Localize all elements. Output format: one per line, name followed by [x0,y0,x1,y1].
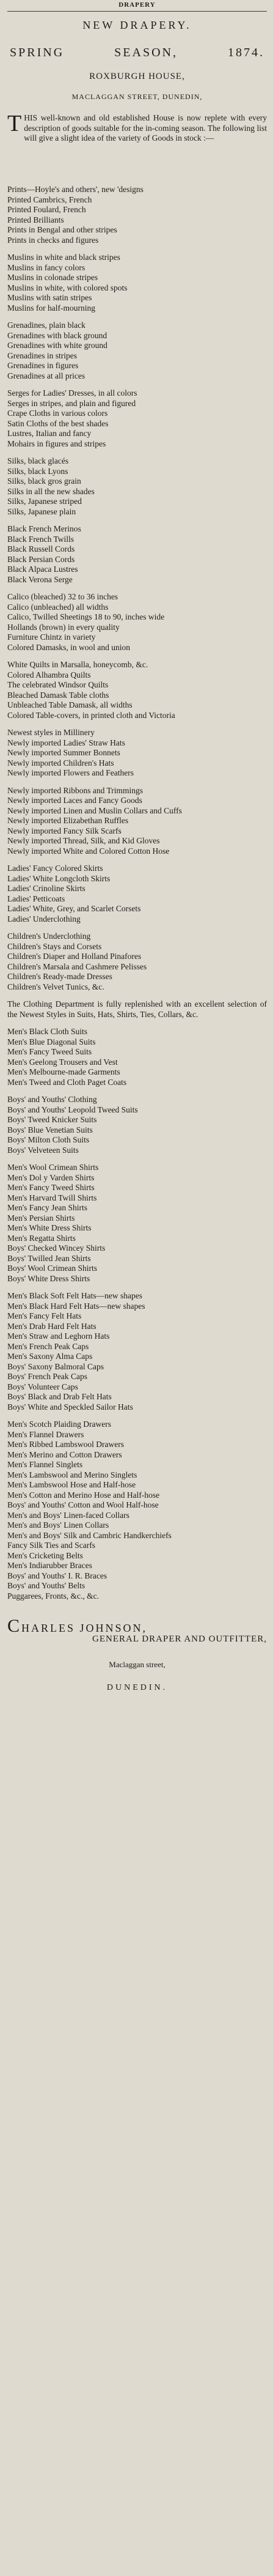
goods-item: Unbleached Table Damask, all widths [7,700,133,709]
goods-item: Mohairs in figures and stripes [7,439,106,448]
goods-item: Serges in stripes, and plain and figured [7,398,136,408]
goods-item: Men's and Boys' Silk and Cambric Handkerchiefs [7,1530,172,1540]
goods-item: Colored Alhambra Quilts [7,670,91,679]
goods-item: Boys' and Youths' Leopold Tweed Suits [7,1105,138,1114]
goods-item: Prints in checks and figures [7,235,99,245]
goods-item: Men's and Boys' Linen Collars [7,1520,109,1530]
goods-item: Boys' Volunteer Caps [7,1382,78,1391]
goods-item: Ladies' Crinoline Skirts [7,884,86,893]
goods-item: Newly imported Ladies' Straw Hats [7,738,125,747]
goods-item: Black French Twills [7,534,75,544]
goods-item: Children's Stays and Corsets [7,941,102,951]
goods-item: Ladies' Underclothing [7,914,81,923]
goods-item: Newly imported Children's Hats [7,758,114,768]
goods-item: Men's French Peak Caps [7,1341,89,1351]
goods-group [7,786,267,857]
goods-item: Ladies' White, Grey, and Scarlet Corsets [7,904,141,913]
goods-item: Ladies' Petticoats [7,894,65,903]
goods-item: Calico (bleached) 32 to 36 inches [7,592,118,601]
goods-item: Calico, Twilled Sheetings 18 to 90, inches wide [7,612,165,621]
goods-item: Newly imported Thread, Silk, and Kid Gloves [7,836,160,845]
goods-item: Men's Fancy Jean Shirts [7,1203,88,1212]
goods-group [7,864,267,924]
goods-item: Silks, black Lyons [7,466,68,476]
goods-item: Children's Velvet Tunics, &c. [7,982,104,991]
season-word-2: SEASON, [114,46,178,59]
goods-item: Boys' and Youths' Belts [7,1581,86,1590]
goods-item: Ladies' White Longcloth Skirts [7,873,111,883]
goods-item: Men's Black Hard Felt Hats—new shapes [7,1301,145,1311]
goods-item: The celebrated Windsor Quilts [7,680,109,689]
goods-item: Newly imported White and Colored Cotton Hose [7,846,170,856]
proprietor-street: Maclaggan street, [109,1660,166,1669]
drop-cap: T [7,113,22,136]
goods-item: Satin Cloths of the best shades [7,418,109,428]
goods-item: Men's Cotton and Merino Hose and Half-hose [7,1490,160,1500]
shop-street: MACLAGGAN STREET, DUNEDIN, [71,92,203,101]
goods-item: Men's Dol y Varden Shirts [7,1172,95,1182]
goods-item: Muslins in fancy colors [7,262,86,272]
goods-item: Children's Diaper and Holland Pinafores [7,952,142,961]
intro-paragraph [7,113,267,177]
goods-item: Boys' and Youths' I. R. Braces [7,1571,107,1580]
goods-item: Silks, black gros grain [7,476,81,486]
goods-item: Boys' Tweed Knicker Suits [7,1115,97,1124]
goods-item: Men's Lambswool Hose and Half-hose [7,1480,136,1489]
goods-group [7,1291,267,1412]
goods-item: Prints—Hoyle's and others', new 'designs [7,185,144,194]
goods-item: Children's Underclothing [7,931,91,941]
goods-item: Boys' Saxony Balmoral Caps [7,1361,104,1371]
goods-item: Boys' Checked Wincey Shirts [7,1243,106,1253]
goods-item: Furniture Chintz in variety [7,632,96,642]
goods-group [7,524,267,585]
goods-item: Boys' Twilled Jean Shirts [7,1253,91,1263]
goods-item: Men's Tweed and Cloth Paget Coats [7,1077,127,1087]
goods-item: Grenadines at all prices [7,371,86,380]
goods-item: Men's Drab Hard Felt Hats [7,1321,96,1331]
goods-item: Grenadines, plain black [7,320,86,330]
goods-item: Men's Lambswool and Merino Singlets [7,1470,137,1479]
goods-item: Printed Brilliants [7,215,64,224]
goods-item: Men's Blue Diagonal Suits [7,1037,96,1046]
goods-item: Men's Black Cloth Suits [7,1027,88,1036]
goods-item: Grenadines with black ground [7,330,107,340]
goods-item: Colored Table-covers, in printed cloth and Victoria [7,710,175,720]
goods-group [7,185,267,245]
goods-item: Muslins in white, with colored spots [7,283,128,292]
goods-item: Black French Merinos [7,524,81,533]
goods-item: Lustres, Italian and fancy [7,429,92,438]
goods-item: Muslins for half-mourning [7,303,95,313]
goods-item: Silks, Japanese plain [7,506,76,516]
goods-item: Bleached Damask Table cloths [7,690,109,700]
proprietor-surname: HARLES JOHNSON, [21,1622,148,1634]
goods-item: Boys' Milton Cloth Suits [7,1135,90,1144]
goods-item: Hollands (brown) in every quality [7,622,120,632]
goods-item: Men's Merino and Cotton Drawers [7,1449,122,1459]
goods-item: Grenadines in figures [7,361,79,370]
goods-item: Men's Ribbed Lambswool Drawers [7,1440,125,1449]
header-rule [7,11,267,12]
goods-item: Silks in all the new shades [7,486,95,496]
goods-group [7,592,267,653]
goods-item: Men's Melbourne-made Garments [7,1067,120,1076]
goods-item: Silks, Japanese striped [7,497,82,506]
goods-item: Calico (unbleached) all widths [7,602,109,612]
goods-item: Colored Damasks, in wool and union [7,642,130,652]
goods-item: Newly imported Flowers and Feathers [7,768,134,777]
goods-group [7,931,267,992]
season-year: 1874. [228,46,264,59]
goods-group [7,456,267,517]
goods-item: Grenadines with white ground [7,341,107,350]
goods-item: Muslins in white and black stripes [7,253,120,262]
advert-title: NEW DRAPERY. [82,19,192,31]
clothing-department-note: The Clothing Department is fully replenished with an excellent selection of the Newest Styles in Suits, Hats, Shirts, Ties, Collars, &c. [7,999,267,1019]
goods-group [7,388,267,449]
goods-item: Boys' Wool Crimean Shirts [7,1264,97,1273]
goods-item: Men's Geelong Trousers and Vest [7,1057,118,1067]
goods-item: Silks, black glacés [7,456,69,465]
goods-group [7,728,267,779]
intro-text: HIS well-known and old established House is now replete with every description of goods suitable for the in-coming season. The following list will give a slight idea of the variety of Goods in stock :— [24,113,267,142]
goods-item: Men's Indiarubber Braces [7,1561,92,1570]
goods-item: Newly imported Ribbons and Trimmings [7,785,144,795]
goods-item: Men's Harvard Twill Shirts [7,1193,97,1202]
goods-item: Children's Marsala and Cashmere Pelisses [7,961,147,971]
goods-group [7,1095,267,1155]
goods-item: Newly imported Laces and Fancy Goods [7,796,142,805]
goods-item: Puggarees, Fronts, &c., &c. [7,1591,99,1601]
goods-item: Newly imported Fancy Silk Scarfs [7,826,122,835]
goods-item: White Quilts in Marsalla, honeycomb, &c. [7,660,148,669]
goods-item: Newly imported Elizabethan Ruffles [7,816,129,825]
goods-item: Black Verona Serge [7,574,73,584]
goods-item: Men's Scotch Plaiding Drawers [7,1419,112,1429]
goods-item: Grenadines in stripes [7,350,77,360]
goods-item: Men's Saxony Alma Caps [7,1352,93,1361]
goods-item: Boys' White Dress Shirts [7,1273,90,1283]
goods-item: Men's and Boys' Linen-faced Collars [7,1510,129,1520]
goods-item: Boys' and Youths' Cotton and Wool Half-hose [7,1500,159,1509]
goods-group [7,660,267,720]
goods-item: Fancy Silk Ties and Scarfs [7,1541,96,1550]
goods-item: Boys' and Youths' Clothing [7,1095,97,1104]
goods-item: Printed Cambrics, French [7,194,92,204]
section-header-label: DRAPERY [118,1,156,9]
goods-item: Men's Straw and Leghorn Hats [7,1331,110,1341]
goods-item: Men's Regatta Shirts [7,1233,76,1243]
goods-item: Men's Fancy Tweed Shirts [7,1183,95,1192]
goods-item: Black Persian Cords [7,554,75,564]
goods-item: Men's Persian Shirts [7,1213,75,1223]
goods-item: Muslins with satin stripes [7,293,92,302]
goods-group [7,253,267,313]
proprietor-initial: C [7,1616,22,1636]
goods-group [7,1163,267,1284]
proprietor-title: GENERAL DRAPER AND OUTFITTER, [92,1634,267,1644]
goods-group [7,999,267,1020]
season-word-1: SPRING [10,46,65,59]
goods-list [7,185,267,1601]
goods-item: Men's Wool Crimean Shirts [7,1163,99,1172]
goods-item: Men's Cricketing Belts [7,1550,83,1560]
season-line [7,46,267,62]
goods-item: Muslins in colonade stripes [7,273,98,282]
goods-item: Ladies' Fancy Colored Skirts [7,864,103,873]
goods-item: Men's Black Soft Felt Hats—new shapes [7,1291,143,1300]
goods-item: Boys' Black and Drab Felt Hats [7,1392,112,1401]
goods-item: Men's Fancy Tweed Suits [7,1047,92,1056]
goods-group [7,320,267,381]
proprietor-city: DUNEDIN. [106,1683,168,1692]
goods-item: Newly imported Summer Bonnets [7,748,120,757]
goods-item: Boys' White and Speckled Sailor Hats [7,1402,133,1412]
shop-name: ROXBURGH HOUSE, [89,72,185,81]
goods-item: Black Alpaca Lustres [7,564,78,574]
goods-item: Prints in Bengal and other stripes [7,225,117,234]
goods-group [7,1027,267,1087]
goods-item: Printed Foulard, French [7,205,86,214]
goods-item: Men's White Dress Shirts [7,1223,92,1232]
goods-item: Newest styles in Millinery [7,728,95,737]
goods-item: Men's Fancy Felt Hats [7,1311,82,1320]
goods-item: Boys' Velveteen Suits [7,1145,79,1155]
goods-item: Black Russell Cords [7,544,75,553]
goods-item: Boys' Blue Venetian Suits [7,1125,93,1134]
goods-item: Crape Cloths in various colors [7,409,108,418]
proprietor-name [7,1616,267,1636]
goods-item: Serges for Ladies' Dresses, in all colors [7,388,137,398]
goods-item: Newly imported Linen and Muslin Collars and Cuffs [7,805,182,815]
goods-item: Men's Flannel Singlets [7,1460,83,1469]
goods-item: Boys' French Peak Caps [7,1372,88,1381]
goods-item: Children's Ready-made Dresses [7,972,112,981]
goods-item: Men's Flannel Drawers [7,1429,84,1439]
goods-group [7,1419,267,1601]
